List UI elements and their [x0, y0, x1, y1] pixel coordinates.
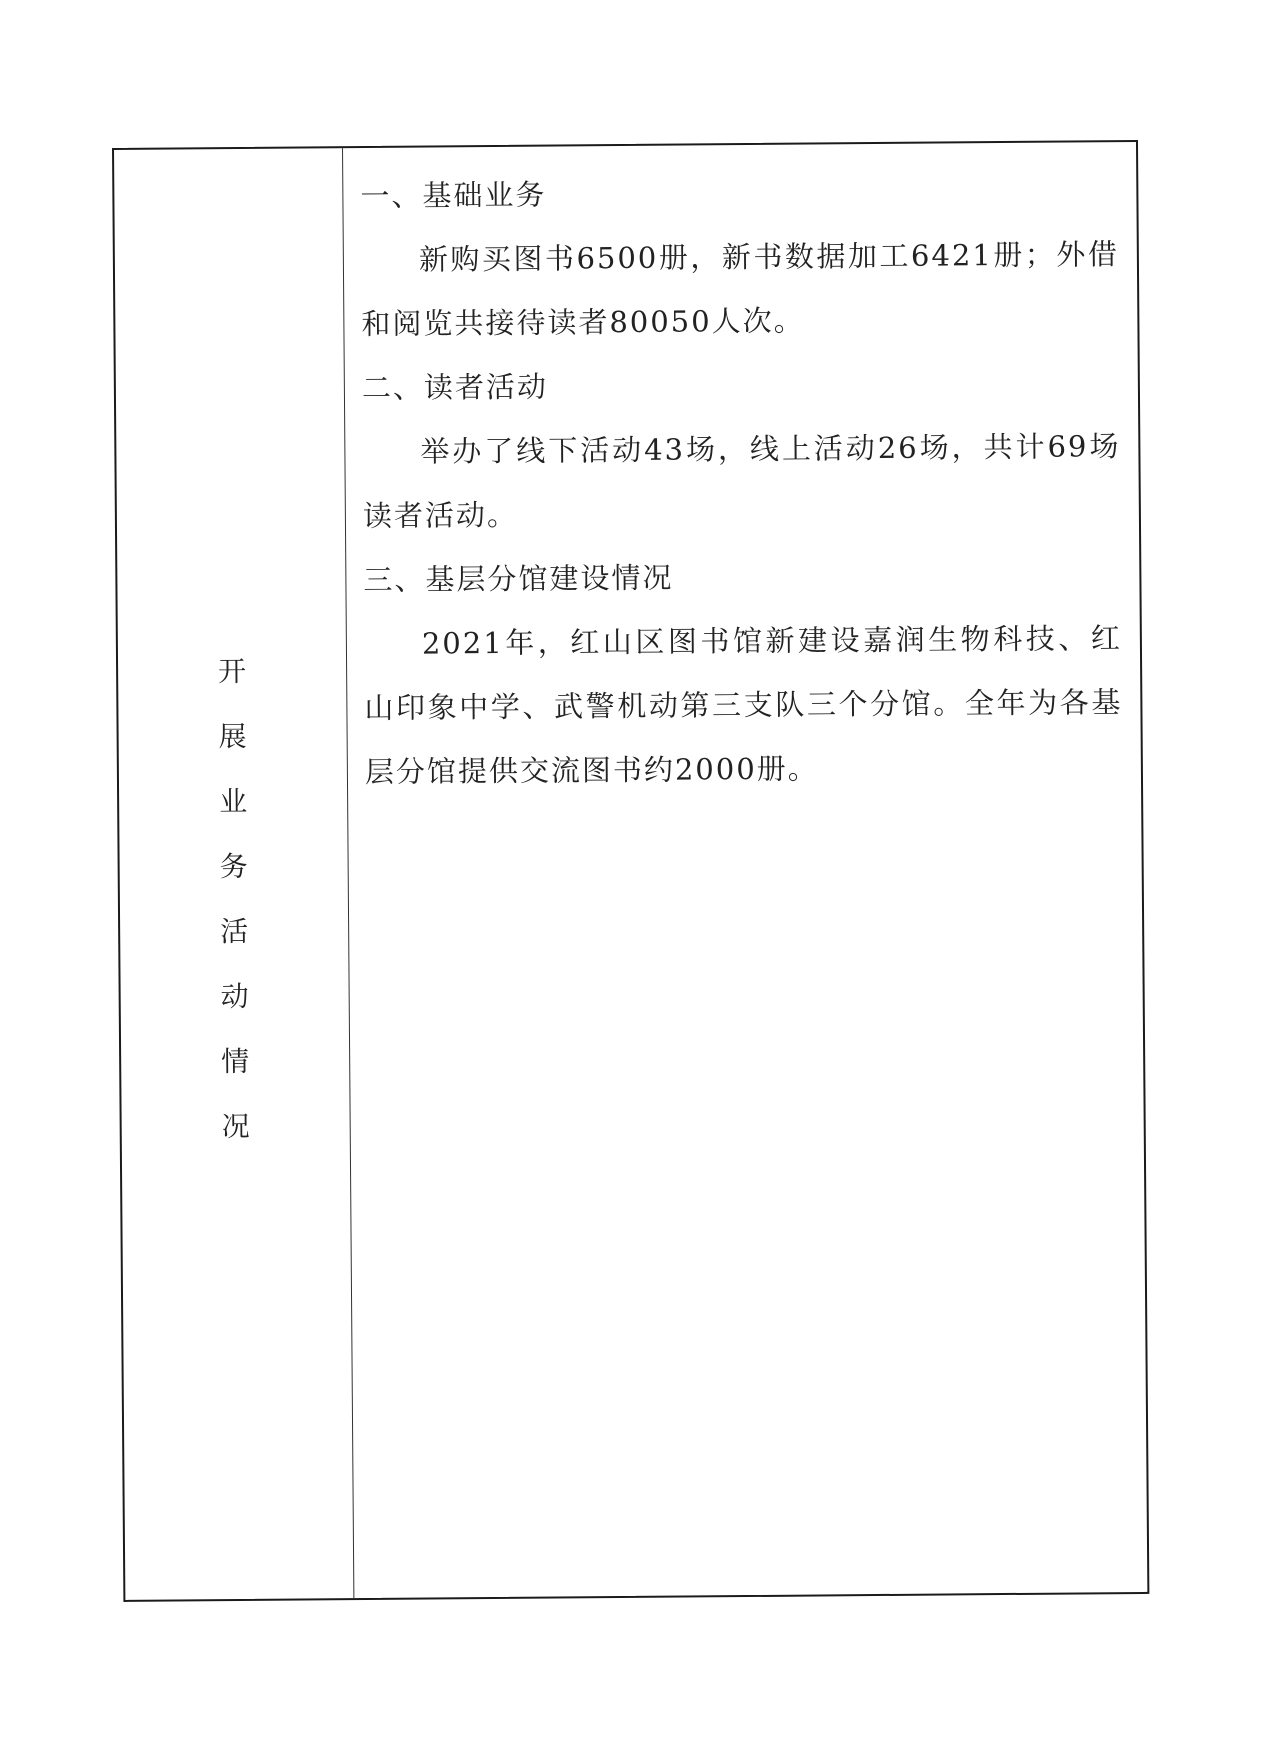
label-char: 开 [217, 654, 247, 689]
section-body-branch-construction: 2021年，红山区图书馆新建设嘉润生物科技、红山印象中学、武警机动第三支队三个分馆。全年为各基层分馆提供交流图书约2000册。 [364, 621, 1123, 790]
label-char: 情 [221, 1044, 250, 1079]
label-char: 务 [219, 849, 248, 884]
label-char: 业 [218, 784, 248, 819]
section-heading-reader-activities: 二、读者活动 [361, 369, 549, 406]
section-heading-branch-construction: 三、基层分馆建设情况 [363, 560, 674, 598]
section-body-reader-activities: 举办了线下活动43场，线上活动26场，共计69场读者活动。 [362, 429, 1121, 534]
form-table [112, 140, 1149, 1602]
row-label [118, 638, 350, 1160]
section-heading-basic-services: 一、基础业务 [360, 177, 547, 214]
label-char: 况 [221, 1109, 250, 1144]
section-body-basic-services: 新购买图书6500册，新书数据加工6421册；外借和阅览共接待读者80050人次。 [361, 237, 1119, 342]
label-char: 活 [220, 914, 249, 949]
content-column [344, 142, 1147, 1598]
label-column [114, 148, 354, 1600]
label-char: 动 [220, 979, 249, 1014]
label-char: 展 [218, 719, 247, 754]
